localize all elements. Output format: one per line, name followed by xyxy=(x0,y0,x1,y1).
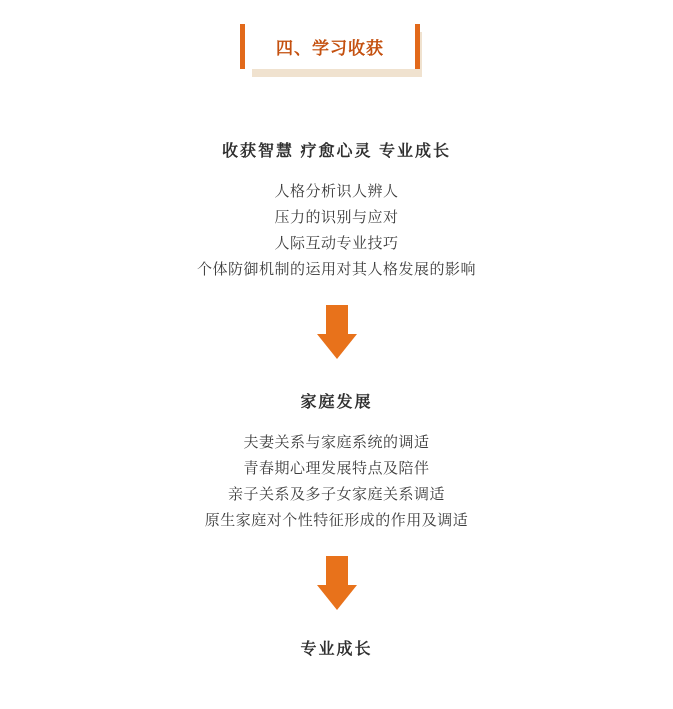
list-item: 夫妻关系与家庭系统的调适 xyxy=(243,434,430,451)
section-title: 专业成长 xyxy=(300,641,373,658)
section-title: 收获智慧 疗愈心灵 专业成长 xyxy=(222,143,451,160)
arrow-head xyxy=(317,585,357,610)
arrow-stem xyxy=(326,305,348,335)
list-item: 个体防御机制的运用对其人格发展的影响 xyxy=(196,261,476,278)
arrow-down-1 xyxy=(0,305,673,359)
spacer xyxy=(0,359,673,389)
spacer xyxy=(0,610,673,636)
list-item: 亲子关系及多子女家庭关系调适 xyxy=(227,486,445,503)
section-item-list xyxy=(0,179,673,283)
section-title: 家庭发展 xyxy=(300,394,373,411)
list-item: 原生家庭对个性特征形成的作用及调适 xyxy=(204,512,469,529)
section-harvest-wisdom xyxy=(0,138,673,283)
list-item: 人格分析识人辨人 xyxy=(274,183,399,200)
arrow-down-2 xyxy=(0,556,673,610)
arrow-stem xyxy=(326,556,348,586)
list-item: 青春期心理发展特点及陪伴 xyxy=(243,460,430,477)
section-family-development xyxy=(0,389,673,534)
list-item: 压力的识别与应对 xyxy=(274,209,399,226)
arrow-down-icon xyxy=(317,556,357,610)
arrow-down-icon xyxy=(317,305,357,359)
banner-title: 四、学习收获 xyxy=(276,39,384,58)
banner-box xyxy=(240,24,420,69)
section-item-list xyxy=(0,430,673,534)
section-professional-growth xyxy=(0,636,673,659)
list-item: 人际互动专业技巧 xyxy=(274,235,399,252)
arrow-head xyxy=(317,334,357,359)
header-banner xyxy=(0,0,673,98)
